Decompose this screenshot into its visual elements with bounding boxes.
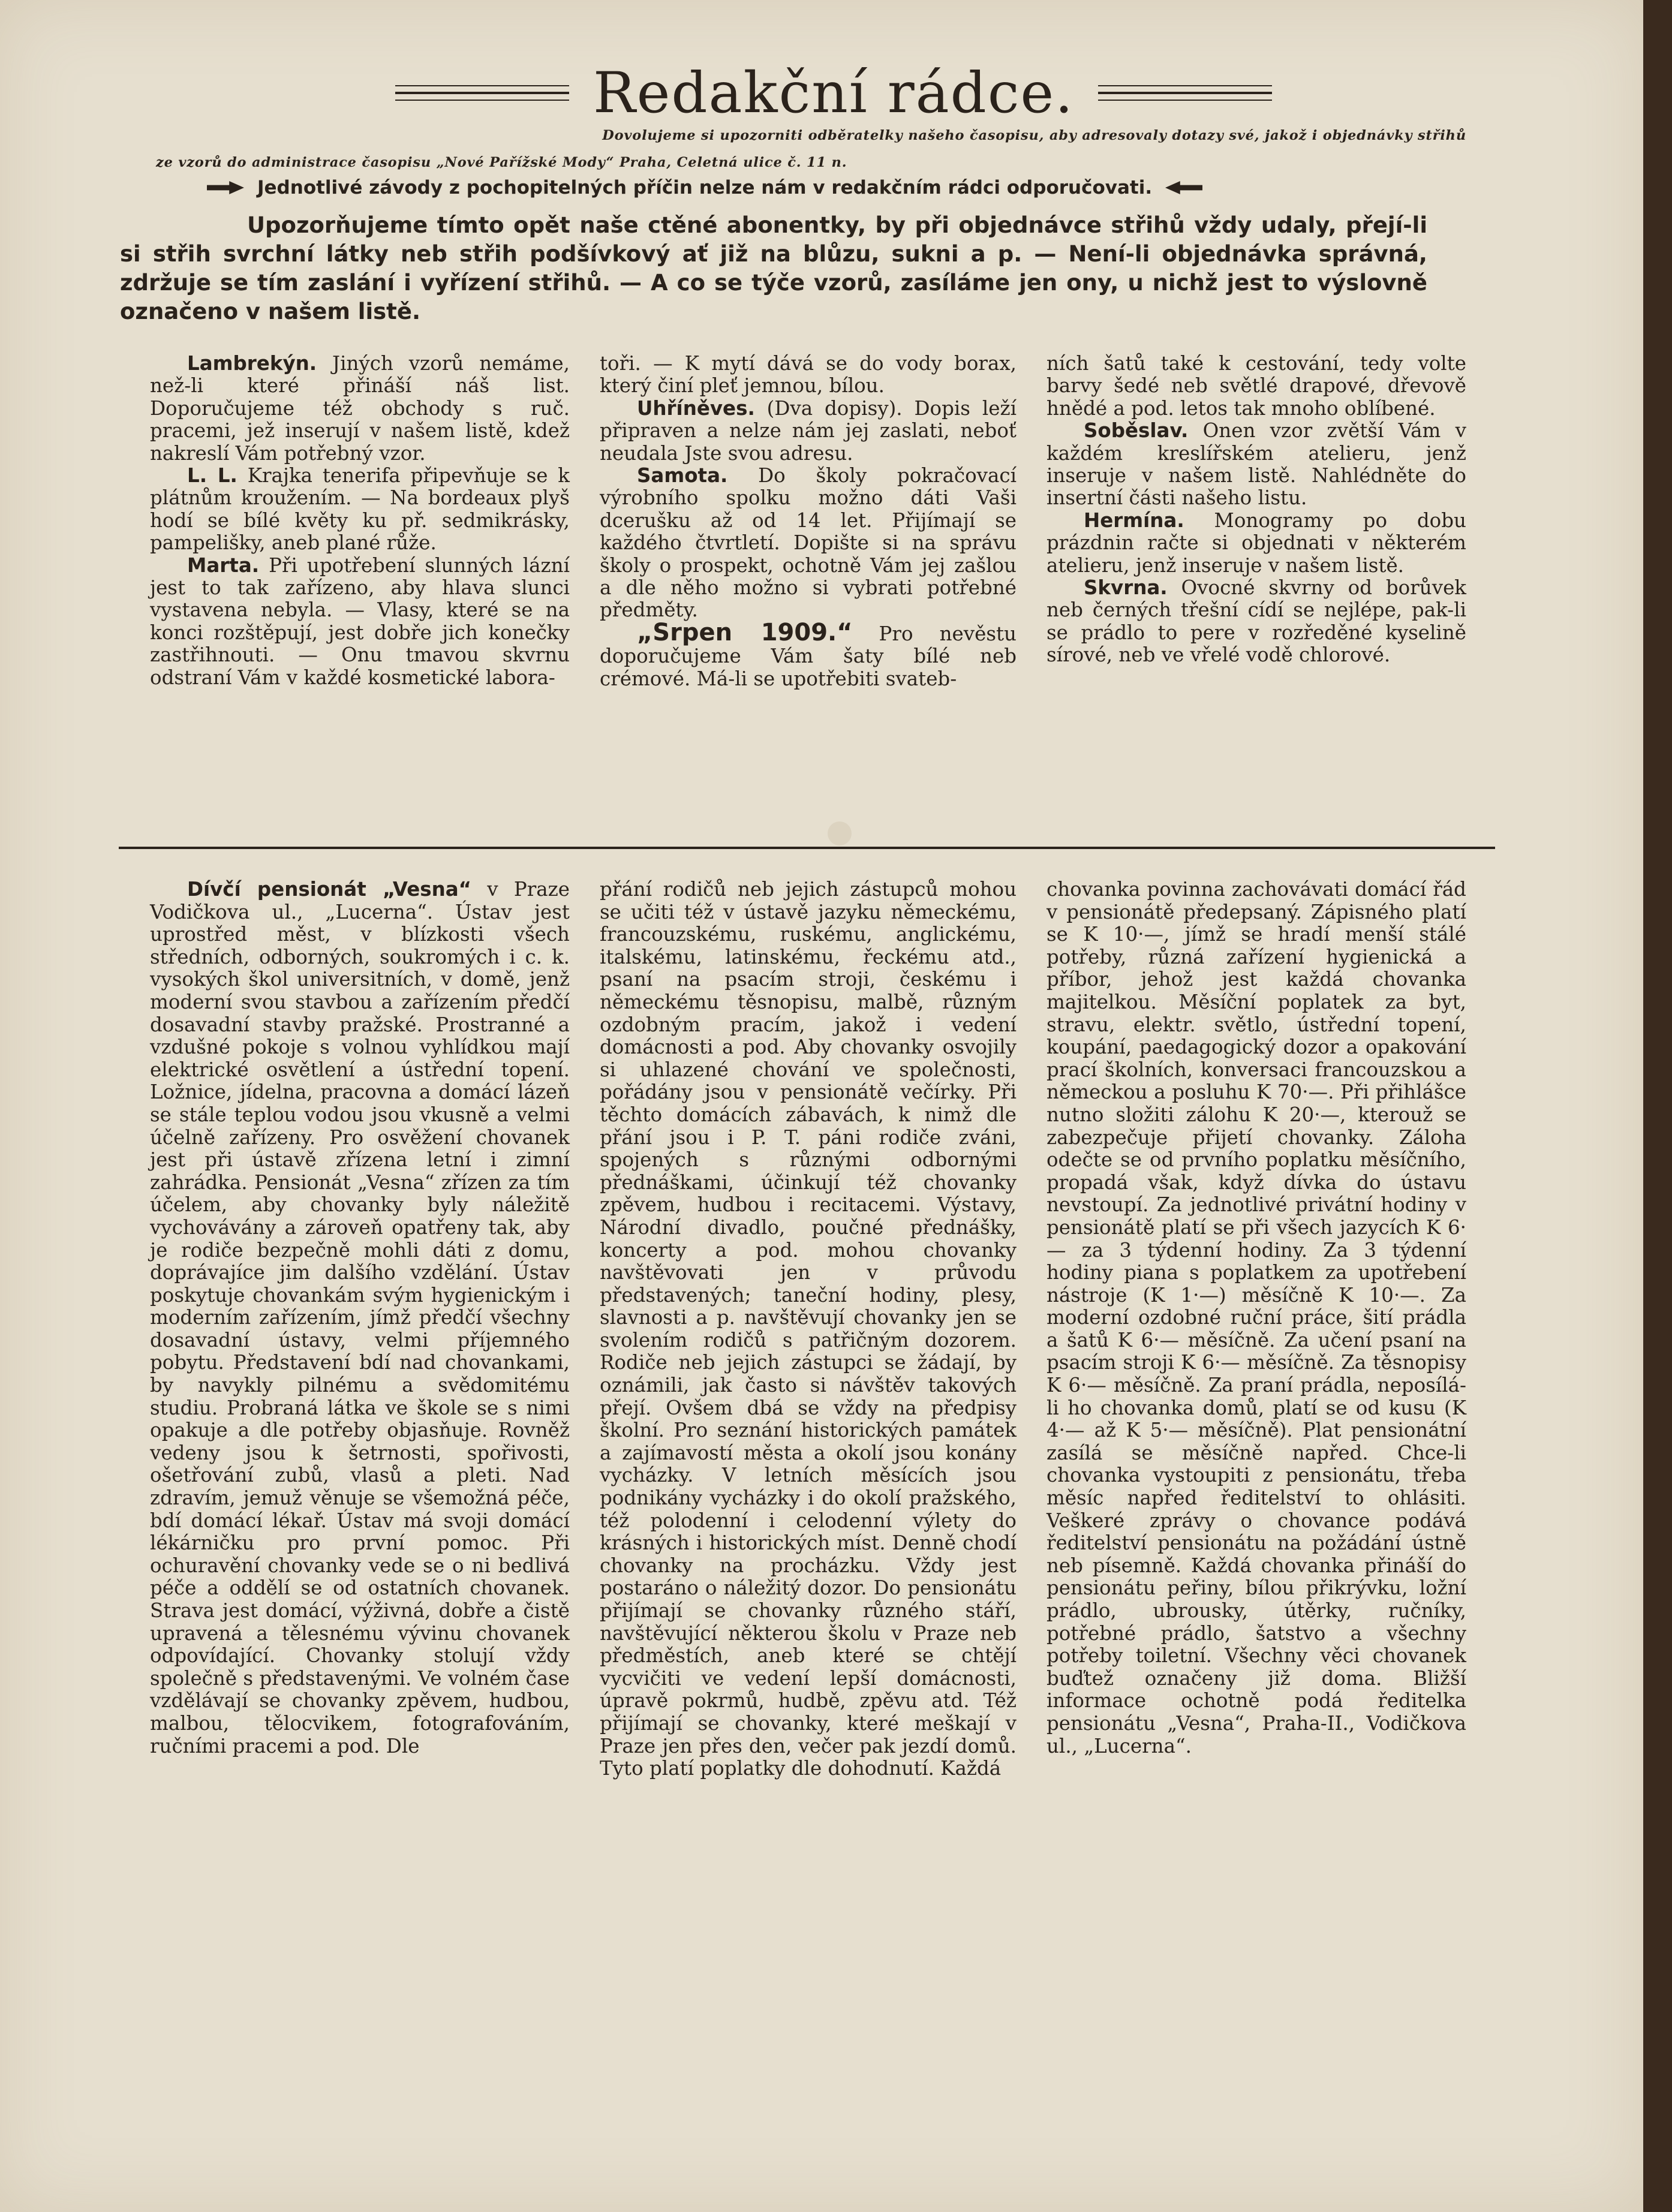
notice-line-1: Dovolujeme si upozorniti odběratelky našeho časopisu, aby adresovaly dotazy své, jakož i objednávky střihů — [602, 128, 1466, 143]
section-divider — [119, 847, 1495, 849]
article-column-1 — [150, 878, 570, 1757]
answer-name: Uhříněves. — [637, 396, 755, 420]
article-paragraph: chovanka povinna zachovávati domácí řád v pensionátě předepsaný. Zápisného platí se K 10·—, jímž se hradí menší stálé potřeby, různá zařízení hygienická a příbor, jehož jest každá chovanka majitelkou. Měsíční poplatek za byt, stravu, elektr. světlo, ústřední topení, koupání, paedagogický dozor a opakování prací školních, konversaci francouzskou a německou a posluhu K 70·—. Při přihlášce nutno složiti zálohu K 20·—, kterouž se zabezpečuje přijetí chovanky. Záloha odečte se od prvního poplatku měsíčního, propadá však, když dívka do ústavu nevstoupí. Za jednotlivé privátní hodiny v pensionátě platí se při všech jazycích K 6·— za 3 týdenní hodiny. Za 3 týdenní hodiny piana s poplatkem za upotřebení nástroje (K 1·—) měsíčně K 10·—. Za moderní ozdobné ruční práce, šití prádla a šatů K 6·— měsíčně. Za učení psaní na psacím stroji K 6·— měsíčně. Za těsnopisy K 6·— měsíčně. Za praní prádla, neposílá-li ho chovanka domů, platí se od kusu (K 4·— až K 5·— měsíčně). Plat pensionátní zasílá se měsíčně napřed. Chce-li chovanka vystoupiti z pensionátu, třeba měsíc napřed ředitelství to ohlásiti. Veškeré zprávy o chovance podává ředitelství pensionátu na požádání ústně neb písemně. Každá chovanka přináší do pensionátu peřiny, bílou přikrývku, ložní prádlo, ubrousky, útěrky, ručníky, potřebné prádlo, šatstvo a všechny potřeby toiletní. Všechny věci chovanek buďtež označeny již doma. Bližší informace ochotně podá ředitelka pensionátu „Vesna“, Praha-II., Vodičkova ul., „Lucerna“. — [1046, 878, 1466, 1757]
answer-name: Skvrna. — [1084, 576, 1168, 600]
answer-name: Marta. — [187, 553, 260, 577]
answer-name: „Srpen 1909.“ — [637, 618, 853, 646]
notice-line-3-text: Jednotlivé závody z pochopitelných příčin nelze nám v redakčním rádci odporučovati. — [257, 177, 1153, 198]
answer-name: L. L. — [187, 464, 237, 487]
answer-continuation: toři. — K mytí dává se do vody borax, který činí pleť jemnou, bílou. — [600, 352, 1017, 398]
answers-column-1 — [150, 353, 570, 689]
answer-name: Lambrekýn. — [187, 352, 317, 375]
answer-name: Hermína. — [1084, 508, 1184, 532]
title-rule-right — [1098, 85, 1272, 101]
article-paragraph: přání rodičů neb jejich zástupců mohou se učiti též v ústavě jazyku německému, francouzskému, ruskému, anglickému, italskému, latinskému, řeckému atd., psaní na psacím stroji, českému i německému těsnopisu, malbě, různým ozdobným pracím, jakož i vedení domácnosti a pod. Aby chovanky osvojily si uhlazené chování ve společnosti, pořádány jsou v pensionátě večírky. Při těchto domácích zábavách, k nimž dle přání jsou i P. T. páni rodiče zváni, spojených s různými odbornými přednáškami, účinkují též chovanky zpěvem, hudbou i recitacemi. Výstavy, Národní divadlo, poučné přednášky, koncerty a pod. mohou chovanky navštěvovati jen v průvodu představených; taneční hodiny, plesy, slavnosti a p. navštěvují chovanky jen se svolením rodičů s patřičným dozorem. Rodiče neb jejich zástupci se žádají, by oznámili, jak často si návštěv takových přejí. Ovšem dbá se vždy na předpisy školní. Pro seznání historických památek a zajímavostí města a okolí jsou konány vycházky. V letních měsících jsou podnikány vycházky i do okolí pražského, též polodenní i celodenní výlety do krásných i historických míst. Denně chodí chovanky na procházku. Vždy jest postaráno o náležitý dozor. Do pensionátu přijímají se chovanky různého stáří, navštěvující některou školu v Praze neb předměstích, aneb které se chtějí vycvičiti ve vedení lepší domácnosti, úpravě pokrmů, hudbě, zpěvu atd. Též přijímají se chovanky, které meškají v Praze jen přes den, večer pak jezdí domů. Tyto platí poplatky dle dohodnutí. Každá — [600, 878, 1017, 1780]
pointing-hand-icon — [207, 181, 244, 194]
article-heading: Dívčí pensionát „Vesna“ — [187, 878, 472, 901]
article-column-2 — [600, 878, 1017, 1780]
answer-entry: Marta. Při upotřebení slunných lázní jest to tak zařízeno, aby hlava slunci vystavena nebyla. — Vlasy, které se na konci rozštěpují, jest dobře jich konečky zastřihnouti. — Onu tmavou skvrnu odstraní Vám v každé kosmetické labora- — [150, 553, 570, 689]
answer-entry: Soběslav. Onen vzor zvětší Vám v každém kreslířském atelieru, jenž inseruje v našem listě. Nahlédněte do insertní části našeho listu. — [1046, 419, 1466, 510]
answer-entry: „Srpen 1909.“ Pro nevěstu doporučujeme Vám šaty bílé neb crémové. Má-li se upotřebiti svateb- — [600, 618, 1017, 690]
article-paragraph: Dívčí pensionát „Vesna“ v Praze Vodičkova ul., „Lucerna“. Ústav jest uprostřed měst, v blízkosti všech středních, odborných, soukromých i c. k. vysokých škol universitních, v domě, jenž moderní svou stavbou a zařízením předčí dosavadní stavby pražské. Prostranné a vzdušné pokoje s volnou vyhlídkou mají elektrické osvětlení a ústřední topení. Ložnice, jídelna, pracovna a domácí lázeň se stále teplou vodou jsou vkusně a velmi účelně zařízeny. Pro osvěžení chovanek jest při ústavě zřízena letní i zimní zahrádka. Pensionát „Vesna“ zřízen za tím účelem, aby chovanky byly náležitě vychovávány a zároveň opatřeny tak, aby je rodiče bezpečně mohli dáti z domu, doprávajíce jim dalšího vzdělání. Ústav poskytuje chovankám svým hygienickým i moderním zařízením, jímž předčí všechny dosavadní ústavy, velmi příjemného pobytu. Představení bdí nad chovankami, by navykly pilnému a svědomitému studiu. Probraná látka ve škole se s nimi opakuje a dle potřeby objasňuje. Rovněž vedeny jsou k šetrnosti, spořivosti, ošetřování zubů, vlasů a pleti. Nad zdravím, jemuž věnuje se všemožná péče, bdí domácí lékař. Ústav má svoji domácí lékárničku pro první pomoc. Při ochuravění chovanky vede se o ni bedlivá péče a oddělí se od ostatních chovanek. Strava jest domácí, výživná, dobře a čistě upravená a tělesnému vývinu chovanek odpovídající. Chovanky stolují vždy společně s představenými. Ve volném čase vzdělávají se chovanky zpěvem, hudbou, malbou, tělocvikem, fotografováním, ručními pracemi a pod. Dle — [150, 878, 570, 1757]
answer-name: Samota. — [637, 464, 728, 487]
pointing-hand-icon — [1165, 181, 1202, 194]
article-column-3 — [1046, 878, 1466, 1757]
paper-stain — [828, 821, 852, 845]
notice-line-3 — [207, 177, 1430, 198]
answer-entry: Skvrna. Ovocné skvrny od borůvek neb černých třešní cídí se nejlépe, pak-li se prádlo to pere v rozředěné kyselině sírové, neb ve vřelé vodě chlorové. — [1046, 576, 1466, 667]
notice-line-2: ze vzorů do administrace časopisu „Nové Pařížské Mody“ Praha, Celetná ulice č. 11 n. — [156, 155, 847, 170]
title-rule-left — [395, 85, 569, 101]
answer-name: Soběslav. — [1084, 419, 1189, 443]
answers-column-2 — [600, 353, 1017, 690]
answer-entry: Hermína. Monogramy po dobu prázdnin račte si objednati v některém atelieru, jenž inseruje v našem listě. — [1046, 508, 1466, 577]
book-spine — [1643, 0, 1672, 2212]
answer-entry: Samota. Do školy pokračovací výrobního spolku možno dáti Vaši dcerušku až od 14 let. Přijímají se každého čtvrtletí. Dopište si na správu školy o prospekt, ochotně Vám jej zašlou a dle něho možno si vybrati potřebné předměty. — [600, 464, 1017, 622]
answers-column-3 — [1046, 353, 1466, 667]
answer-continuation: ních šatů také k cestování, tedy volte barvy šedé neb světlé drapové, dřevově hnědé a pod. letos tak mnoho oblíbené. — [1046, 352, 1466, 420]
page-title: Redakční rádce. — [593, 60, 1074, 126]
intro-paragraph: Upozorňujeme tímto opět naše ctěné abonentky, by při objednávce střihů vždy udaly, přejí-li si střih svrchní látky neb střih podšívkový ať již na blůzu, sukni a p. — Není-li objednávka správná, zdržuje se tím zaslání i vyřízení střihů. — A co se týče vzorů, zasíláme jen ony, u nichž jest to výslovně označeno v našem listě. — [120, 212, 1427, 324]
answer-entry: L. L. Krajka tenerifa připevňuje se k plátnům kroužením. — Na bordeaux plyš hodí se bílé květy ku př. sedmikrásky, pampelišky, aneb plané růže. — [150, 464, 570, 555]
answer-entry: Lambrekýn. Jiných vzorů nemáme, než-li které přináší náš list. Doporučujeme též obchody s ruč. pracemi, jež inserují v našem listě, kdež nakreslí Vám potřebný vzor. — [150, 352, 570, 465]
header — [300, 60, 1367, 126]
answer-entry: Uhříněves. (Dva dopisy). Dopis leží připraven a nelze nám jej zaslati, neboť neudala Jste svou adresu. — [600, 396, 1017, 465]
